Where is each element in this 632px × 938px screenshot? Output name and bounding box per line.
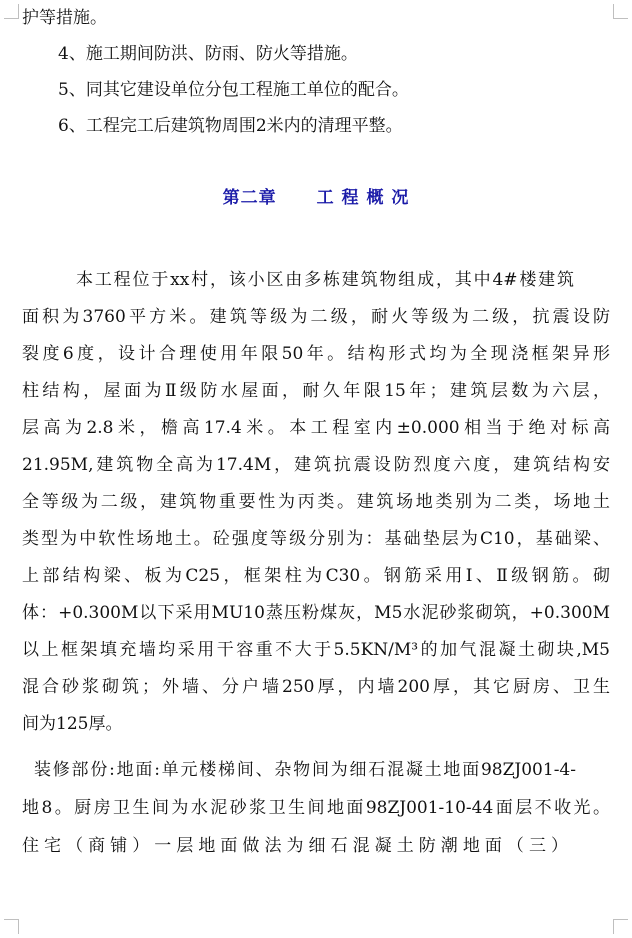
overview-line: 上部结构梁、板为C25，框架柱为C30。钢筋采用Ⅰ、Ⅱ级钢筋。砌 [22, 566, 610, 586]
overview-line: 以上框架填充墙均采用干容重不大于5.5KN/M³的加气混凝土砌块,M5 [22, 640, 610, 660]
chapter-title: 工 程 概 况 [316, 188, 410, 208]
overview-line: 混合砂浆砌筑；外墙、分户墙250厚，内墙200厚，其它厨房、卫生 [22, 677, 610, 697]
overview-line: 类型为中软性场地土。砼强度等级分别为：基础垫层为C10，基础梁、 [22, 529, 610, 549]
continued-text-fragment: 护等措施。 [22, 8, 107, 28]
overview-line: 面积为3760平方米。建筑等级为二级，耐火等级为二级，抗震设防 [22, 307, 610, 327]
decoration-line: 住宅（商铺）一层地面做法为细石混凝土防潮地面（三） [22, 836, 568, 856]
list-item: 6、工程完工后建筑物周围2米内的清理平整。 [58, 116, 403, 136]
overview-line: 裂度6度，设计合理使用年限50年。结构形式均为全现浇框架异形 [22, 344, 610, 364]
list-item: 4、施工期间防洪、防雨、防火等措施。 [58, 44, 358, 64]
crop-mark-top-right [613, 4, 628, 19]
decoration-line: 装修部份:地面:单元楼梯间、杂物间为细石混凝土地面98ZJ001-4- [34, 760, 576, 780]
overview-line: 层高为2.8米，檐高17.4米。本工程室内±0.000相当于绝对标高 [22, 418, 610, 438]
overview-line: 本工程位于xx村，该小区由多栋建筑物组成，其中4#楼建筑 [76, 270, 574, 290]
crop-mark-bottom-right [613, 919, 628, 934]
chapter-heading [0, 186, 632, 210]
chapter-number: 第二章 [222, 188, 277, 208]
overview-line: 间为125厚。 [22, 714, 123, 734]
overview-line: 21.95M,建筑物全高为17.4M，建筑抗震设防烈度六度，建筑结构安 [22, 455, 610, 475]
overview-line: 柱结构，屋面为Ⅱ级防水屋面，耐久年限15年；建筑层数为六层， [22, 381, 610, 401]
overview-line: 全等级为二级，建筑物重要性为丙类。建筑场地类别为二类，场地土 [22, 492, 610, 512]
crop-mark-bottom-left [4, 919, 19, 934]
decoration-line: 地8。厨房卫生间为水泥砂浆卫生间地面98ZJ001-10-44面层不收光。 [22, 798, 610, 818]
overview-line: 体：+0.300M以下采用MU10蒸压粉煤灰，M5水泥砂浆砌筑，+0.300M [22, 603, 610, 623]
crop-mark-top-left [4, 4, 19, 19]
list-item: 5、同其它建设单位分包工程施工单位的配合。 [58, 80, 409, 100]
